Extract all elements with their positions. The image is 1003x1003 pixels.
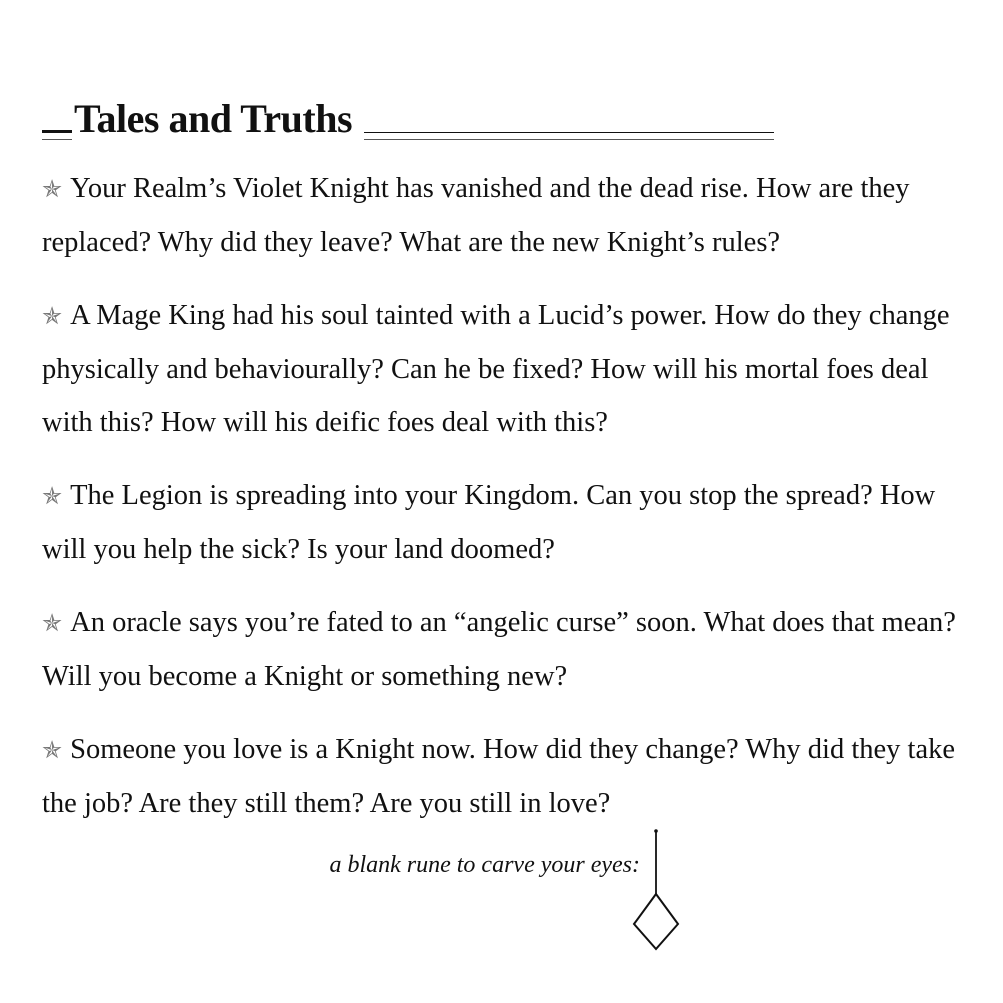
prompt-list xyxy=(42,162,967,850)
prompt-text: The Legion is spreading into your Kingdom. Can you stop the spread? How will you help the sick? Is your land doomed? xyxy=(42,480,936,565)
star-icon: ✯ xyxy=(42,175,63,203)
page-title: Tales and Truths xyxy=(74,96,353,141)
heading-lead-underline xyxy=(42,130,72,132)
section-heading xyxy=(42,96,774,142)
prompt-text: A Mage King had his soul tainted with a Lucid’s power. How do they change physically and behaviourally? Can he be fixed? How will his mortal foes deal with this? How will his deific foes deal with this? xyxy=(42,300,950,438)
rune-caption: a blank rune to carve your eyes: xyxy=(329,852,640,878)
prompt-item-violet-knight xyxy=(42,162,967,269)
prompt-item-loved-one xyxy=(42,723,967,830)
star-icon: ✯ xyxy=(42,609,63,637)
prompt-text: Your Realm’s Violet Knight has vanished and the dead rise. How are they replaced? Why did they leave? What are the new Knight’s rules? xyxy=(42,173,910,258)
rune-caption-block xyxy=(300,852,640,879)
prompt-item-oracle xyxy=(42,596,967,703)
prompt-item-legion xyxy=(42,469,967,576)
blank-rune-icon xyxy=(632,828,682,952)
star-icon: ✯ xyxy=(42,736,63,764)
star-icon: ✯ xyxy=(42,482,63,510)
prompt-item-mage-king xyxy=(42,289,967,449)
prompt-text: An oracle says you’re fated to an “angelic curse” soon. What does that mean? Will you become a Knight or something new? xyxy=(42,607,956,692)
star-icon: ✯ xyxy=(42,302,63,330)
prompt-text: Someone you love is a Knight now. How did they change? Why did they take the job? Are they still them? Are you still in love? xyxy=(42,734,956,819)
